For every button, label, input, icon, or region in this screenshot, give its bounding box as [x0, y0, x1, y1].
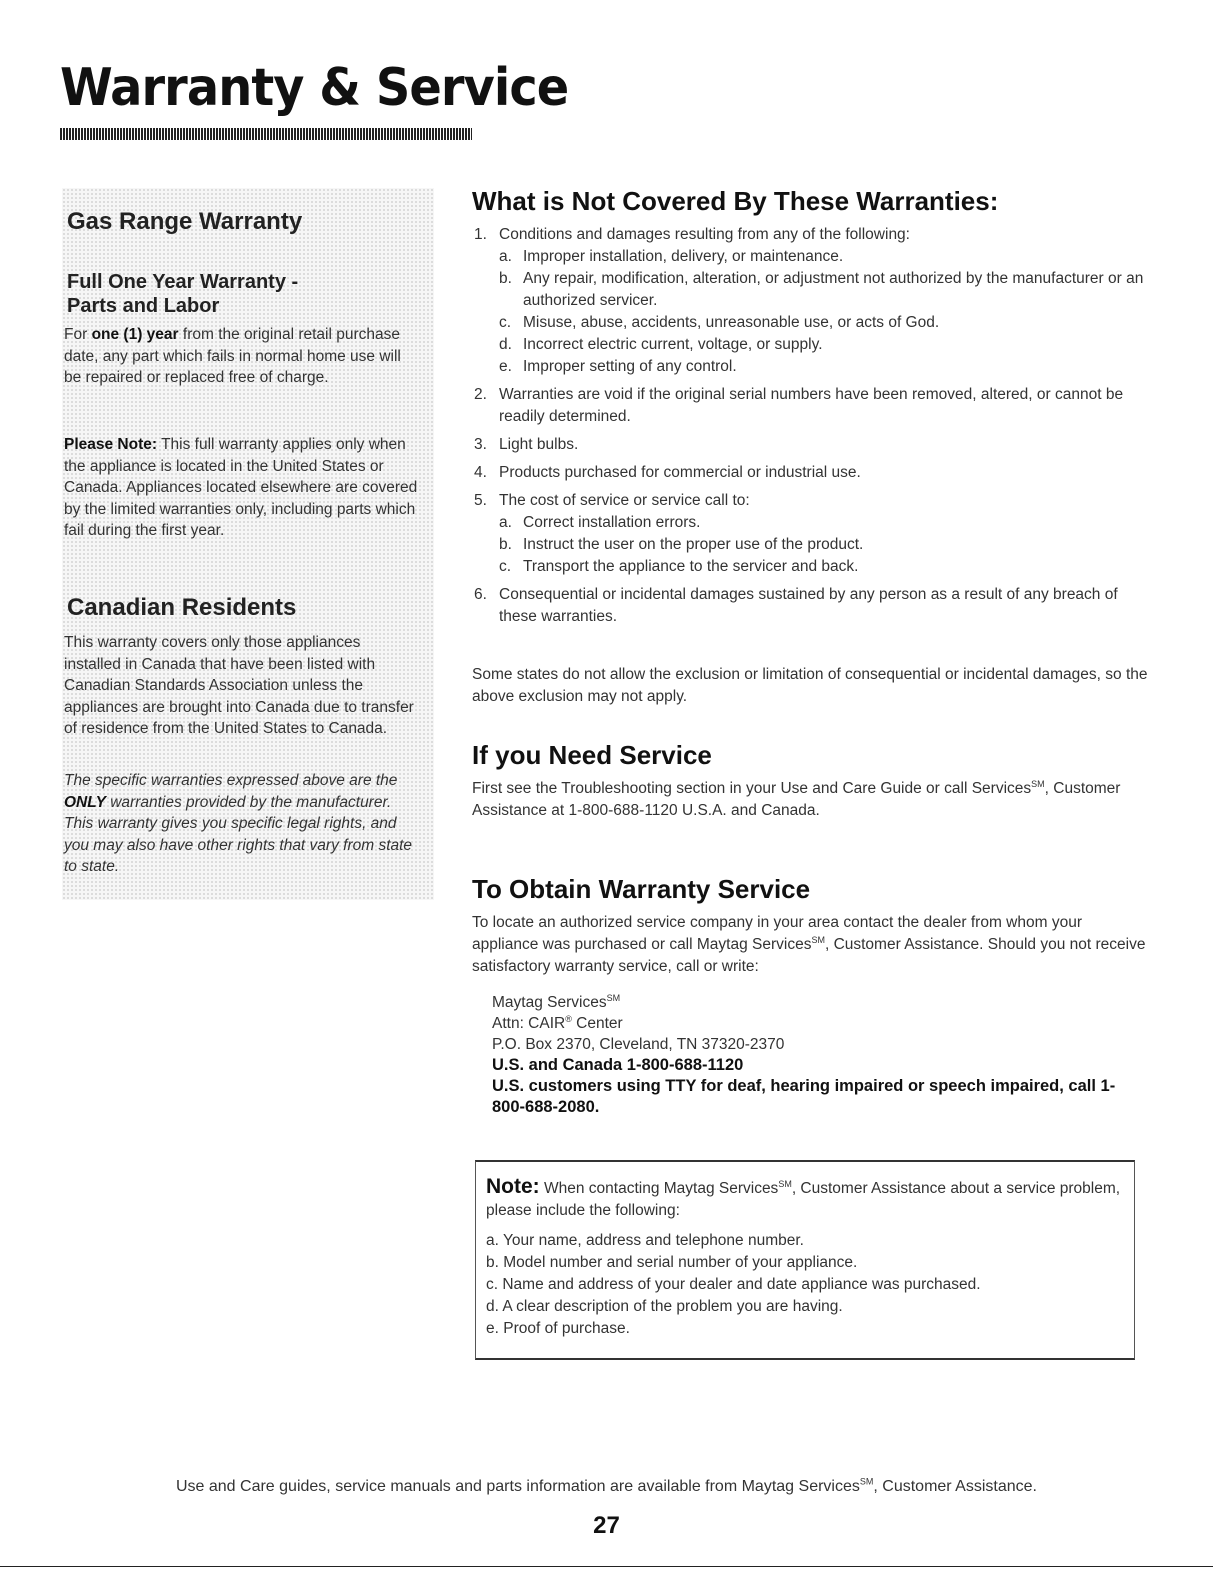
full-year-warranty-heading	[67, 270, 298, 318]
registered-mark: ®	[565, 1013, 572, 1024]
not-covered-subitem	[472, 246, 1152, 268]
subitem-letter: a.	[499, 514, 512, 531]
item-number: 3.	[474, 436, 487, 453]
subitem-letter: b.	[499, 536, 512, 553]
item-number: 1.	[474, 226, 487, 243]
subitem-letter: d.	[499, 336, 512, 353]
tty-phone: U.S. customers using TTY for deaf, hearing impaired or speech impaired, call 1-800-688-2080.	[492, 1077, 1116, 1116]
note-item: b. Model number and serial number of your appliance.	[486, 1254, 858, 1271]
not-covered-item	[472, 462, 1152, 484]
address-company: Maytag Services	[492, 994, 607, 1011]
canadian-residents-heading: Canadian Residents	[67, 594, 297, 621]
subitem-letter: c.	[499, 314, 512, 331]
item-text: Warranties are void if the original serial numbers have been removed, altered, or cannot be readily determined.	[499, 386, 1124, 425]
footer-post: , Customer Assistance.	[873, 1478, 1037, 1495]
not-covered-item	[472, 490, 1152, 512]
subitem-text: Correct installation errors.	[523, 514, 701, 531]
not-covered-subitem	[472, 356, 1152, 378]
gas-range-warranty-heading: Gas Range Warranty	[67, 208, 303, 235]
item-text: Products purchased for commercial or industrial use.	[499, 464, 861, 481]
sm-mark: SM	[1031, 778, 1045, 789]
p1-bold: one (1) year	[91, 326, 179, 343]
note-content	[486, 1176, 1126, 1340]
item-text: Consequential or incidental damages sustained by any person as a result of any breach of these warranties.	[499, 586, 1118, 625]
note-item: c. Name and address of your dealer and date appliance was purchased.	[486, 1276, 981, 1293]
note-item: a. Your name, address and telephone number.	[486, 1232, 804, 1249]
canadian-residents-text: This warranty covers only those appliances installed in Canada that have been listed with Canadian Standards Association unless the appliances are brought into Canada due to transfer of residence from the United States to Canada.	[64, 634, 414, 737]
obtain-service-heading: To Obtain Warranty Service	[472, 874, 811, 904]
item-text: Light bulbs.	[499, 436, 579, 453]
need-service-pre: First see the Troubleshooting section in your Use and Care Guide or call Services	[472, 780, 1032, 797]
note-item: e. Proof of purchase.	[486, 1320, 630, 1337]
not-covered-item	[472, 384, 1152, 428]
obtain-pre: To locate an authorized service company in your area contact the dealer from whom your appliance was purchased or call Maytag Services	[472, 914, 1082, 953]
one-year-warranty-text	[64, 324, 419, 389]
subitem-letter: c.	[499, 558, 512, 575]
note-box	[475, 1160, 1135, 1360]
full-year-warranty-line2: Parts and Labor	[67, 295, 220, 317]
subitem-letter: b.	[499, 270, 512, 287]
not-covered-item	[472, 224, 1152, 246]
page-title: Warranty & Service	[60, 58, 569, 118]
please-note-body: This full warranty applies only when the appliance is located in the United States or Canada. Appliances located elsewhere are covered by the limited warranties only, including parts which fail during the first year.	[64, 436, 418, 539]
need-service-text	[472, 778, 1152, 822]
address-attn: Attn: CAIR	[492, 1015, 566, 1032]
footer-pre: Use and Care guides, service manuals and parts information are available from Maytag Services	[175, 1478, 860, 1495]
not-covered-item	[472, 434, 1152, 456]
not-covered-closing: Some states do not allow the exclusion or limitation of consequential or incidental damages, so the above exclusion may not apply.	[472, 666, 1148, 705]
subitem-letter: a.	[499, 248, 512, 265]
warranty-sidebar	[62, 188, 434, 900]
sm-mark: SM	[606, 992, 621, 1003]
subitem-text: Instruct the user on the proper use of the product.	[523, 536, 864, 553]
item-number: 5.	[474, 492, 487, 509]
not-covered-subitem	[472, 268, 1152, 312]
not-covered-subitem	[472, 312, 1152, 334]
item-text: Conditions and damages resulting from any of the following:	[499, 226, 910, 243]
page-number: 27	[593, 1512, 620, 1539]
item-number: 4.	[474, 464, 487, 481]
sm-mark: SM	[811, 934, 825, 945]
not-covered-subitem	[472, 534, 1152, 556]
address-line-2	[492, 1013, 1132, 1034]
address-center: Center	[571, 1015, 623, 1032]
sm-mark: SM	[859, 1476, 874, 1487]
sm-mark: SM	[778, 1178, 792, 1189]
p1-post: from the original retail purchase date, any part which fails in normal home use will be repaired or replaced free of charge.	[64, 326, 401, 386]
service-address	[492, 992, 1132, 1118]
need-service-post: , Customer Assistance at 1-800-688-1120 U.S.A. and Canada.	[472, 780, 1121, 819]
full-year-warranty-line1: Full One Year Warranty -	[67, 271, 299, 293]
not-covered-item	[472, 584, 1152, 628]
p1-pre: For	[64, 326, 92, 343]
subitem-text: Any repair, modification, alteration, or adjustment not authorized by the manufacturer or an authorized servicer.	[523, 270, 1144, 309]
item-number: 2.	[474, 386, 487, 403]
only-warranties-text	[64, 770, 419, 878]
not-covered-subitem	[472, 512, 1152, 534]
item-number: 6.	[474, 586, 487, 603]
note-item: d. A clear description of the problem you are having.	[486, 1298, 843, 1315]
note-pre: When contacting Maytag Services	[539, 1180, 779, 1197]
subitem-text: Misuse, abuse, accidents, unreasonable use, or acts of God.	[523, 314, 940, 331]
subitem-text: Transport the appliance to the servicer and back.	[523, 558, 859, 575]
not-covered-subitem	[472, 556, 1152, 578]
not-covered-list	[472, 224, 1152, 628]
address-line-3: P.O. Box 2370, Cleveland, TN 37320-2370	[492, 1036, 785, 1053]
note-label: Note:	[486, 1175, 540, 1198]
subitem-text: Improper setting of any control.	[523, 358, 737, 375]
note-post: , Customer Assistance about a service problem, please include the following:	[486, 1180, 1121, 1219]
subitem-letter: e.	[499, 358, 512, 375]
italic-pre: The specific warranties expressed above are the	[64, 772, 398, 789]
item-text: The cost of service or service call to:	[499, 492, 750, 509]
obtain-post: , Customer Assistance. Should you not receive satisfactory warranty service, call or write:	[472, 936, 1146, 975]
bottom-rule	[0, 1566, 1213, 1567]
italic-bold: ONLY	[64, 793, 106, 811]
title-underline	[60, 128, 472, 140]
please-note-text	[64, 434, 419, 542]
please-note-label: Please Note:	[64, 436, 158, 453]
obtain-service-text	[472, 912, 1152, 978]
note-intro	[486, 1176, 1126, 1222]
footer-text	[0, 1478, 1213, 1496]
need-service-heading: If you Need Service	[472, 740, 712, 770]
address-line-1	[492, 992, 1132, 1013]
not-covered-subitem	[472, 334, 1152, 356]
us-canada-phone: U.S. and Canada 1-800-688-1120	[492, 1056, 744, 1074]
not-covered-heading: What is Not Covered By These Warranties:	[472, 186, 999, 216]
subitem-text: Incorrect electric current, voltage, or supply.	[523, 336, 823, 353]
italic-post: warranties provided by the manufacturer. This warranty gives you specific legal rights, and you may also have other rights that vary from state to state.	[64, 793, 413, 875]
subitem-text: Improper installation, delivery, or maintenance.	[523, 248, 844, 265]
